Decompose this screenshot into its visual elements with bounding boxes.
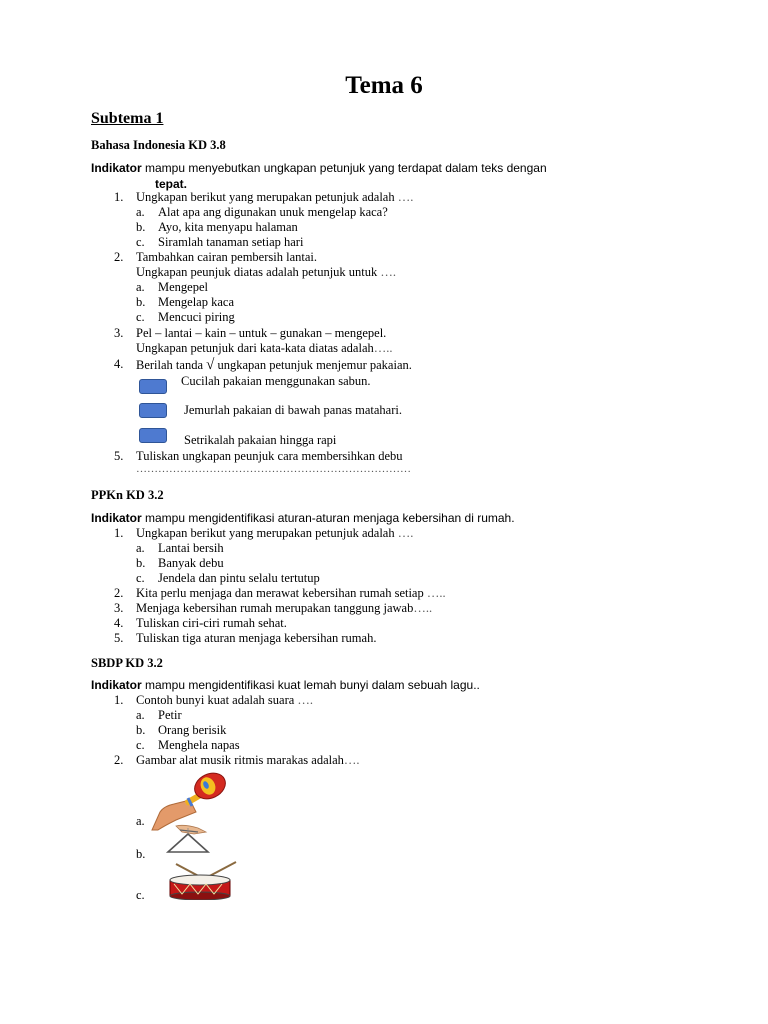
indikator-label: Indikator [91,161,142,175]
option-text: Siramlah tanaman setiap hari [158,235,304,249]
checkbox[interactable] [139,403,167,418]
option-letter: a. [136,541,145,555]
option-text: Jendela dan pintu selalu tertutup [158,571,320,585]
checkbox-label: Jemurlah pakaian di bawah panas matahari. [184,403,402,417]
option-letter: b. [136,295,146,309]
question-text: Ungkapan petunjuk dari kata-kata diatas adalah [136,341,374,355]
checkbox[interactable] [139,428,167,443]
q-number: 3. [114,326,124,340]
ellipsis: ….. [426,586,446,600]
option [136,571,320,586]
option-letter: b. [136,723,146,737]
option-text: Banyak debu [158,556,224,570]
option-text: Orang berisik [158,723,227,737]
option [136,556,224,571]
drum-image [162,860,242,900]
bi-question-1 [136,190,413,205]
checkbox[interactable] [139,379,167,394]
sbdp-question-1 [136,693,313,708]
option-letter: a. [136,708,145,722]
option-text: Ayo, kita menyapu halaman [158,220,298,234]
triangle-image [158,824,214,854]
option [136,220,298,235]
bi-heading: Bahasa Indonesia KD 3.8 [91,138,226,152]
option-letter: c. [136,310,145,324]
option-text: Lantai bersih [158,541,224,555]
image-option-letter: b. [136,847,146,861]
option [136,235,303,250]
bi-question-2-cont [136,265,396,280]
indikator-text: mampu mengidentifikasi aturan-aturan menjaga kebersihan di rumah. [141,511,515,525]
sbdp-question-2 [136,753,360,768]
indikator-label: Indikator [91,678,142,692]
option-letter: a. [136,205,145,219]
option [136,541,224,556]
option [136,723,226,738]
option-text: Mengelap kaca [158,295,235,309]
q-number: 5. [114,449,124,463]
bi-question-5: Tuliskan ungkapan peunjuk cara membersihkan debu [136,449,403,463]
checkbox-label: Cucilah pakaian menggunakan sabun. [181,374,371,388]
option [136,280,208,295]
ellipsis: …. [397,526,414,540]
option [136,205,388,220]
q-number: 1. [114,693,124,707]
bi-indikator-cont: tepat. [155,177,188,191]
ppkn-question-5: Tuliskan tiga aturan menjaga kebersihan rumah. [136,631,377,645]
option-text: Mencuci piring [158,310,235,324]
subtema-heading: Subtema 1 [91,110,164,127]
option-letter: b. [136,220,146,234]
q-number: 2. [114,586,124,600]
bi-indikator [91,161,547,175]
option [136,738,240,753]
ppkn-heading: PPKn KD 3.2 [91,488,164,502]
ellipsis: …. [397,190,414,204]
q-number: 3. [114,601,124,615]
answer-dots: ………………………………………………………………… [136,463,411,475]
checkbox-label: Setrikalah pakaian hingga rapi [184,433,337,447]
question-text: Gambar alat musik ritmis marakas adalah [136,753,344,767]
ppkn-indikator [91,511,515,525]
ellipsis: …. [297,693,314,707]
bi-question-4 [136,357,412,374]
ppkn-question-4: Tuliskan ciri-ciri rumah sehat. [136,616,287,630]
ppkn-question-1 [136,526,413,541]
sbdp-indikator [91,678,480,692]
ellipsis: ….. [413,601,433,615]
option-letter: c. [136,235,145,249]
question-text: Kita perlu menjaga dan merawat kebersihan rumah setiap [136,586,424,600]
ellipsis: ….. [373,341,393,355]
question-text: Ungkapan peunjuk diatas adalah petunjuk untuk [136,265,378,279]
sbdp-heading: SBDP KD 3.2 [91,656,163,670]
q-number: 4. [114,357,124,371]
bi-question-3: Pel – lantai – kain – untuk – gunakan – mengepel. [136,326,387,340]
bi-question-3-cont [136,341,393,356]
question-text: Ungkapan berikut yang merupakan petunjuk adalah [136,526,395,540]
question-text: Berilah tanda [136,358,203,372]
maracas-image [150,772,230,832]
option-letter: c. [136,738,145,752]
q-number: 2. [114,250,124,264]
option-letter: b. [136,556,146,570]
ellipsis: …. [343,753,360,767]
indikator-text: mampu mengidentifikasi kuat lemah bunyi dalam sebuah lagu.. [141,678,480,692]
option-letter: a. [136,280,145,294]
option [136,295,234,310]
ppkn-question-3 [136,601,432,616]
q-number: 5. [114,631,124,645]
image-option-letter: a. [136,814,145,828]
option-letter: c. [136,571,145,585]
indikator-text: mampu menyebutkan ungkapan petunjuk yang terdapat dalam teks dengan [141,161,547,175]
image-option-letter: c. [136,888,145,902]
ppkn-question-2 [136,586,446,601]
q-number: 2. [114,753,124,767]
option-text: Menghela napas [158,738,240,752]
question-text: ungkapan petunjuk menjemur pakaian. [217,358,412,372]
question-text: Contoh bunyi kuat adalah suara [136,693,295,707]
option [136,310,235,325]
option-text: Alat apa ang digunakan unuk mengelap kaca? [158,205,388,219]
question-text: Ungkapan berikut yang merupakan petunjuk adalah [136,190,395,204]
ellipsis: …. [380,265,397,279]
indikator-label: Indikator [91,511,142,525]
q-number: 1. [114,526,124,540]
option-text: Mengepel [158,280,208,294]
page-title: Tema 6 [345,72,423,99]
bi-question-2: Tambahkan cairan pembersih lantai. [136,250,317,264]
q-number: 4. [114,616,124,630]
check-mark: √ [206,357,215,373]
option [136,708,182,723]
option-text: Petir [158,708,182,722]
question-text: Menjaga kebersihan rumah merupakan tanggung jawab [136,601,414,615]
q-number: 1. [114,190,124,204]
